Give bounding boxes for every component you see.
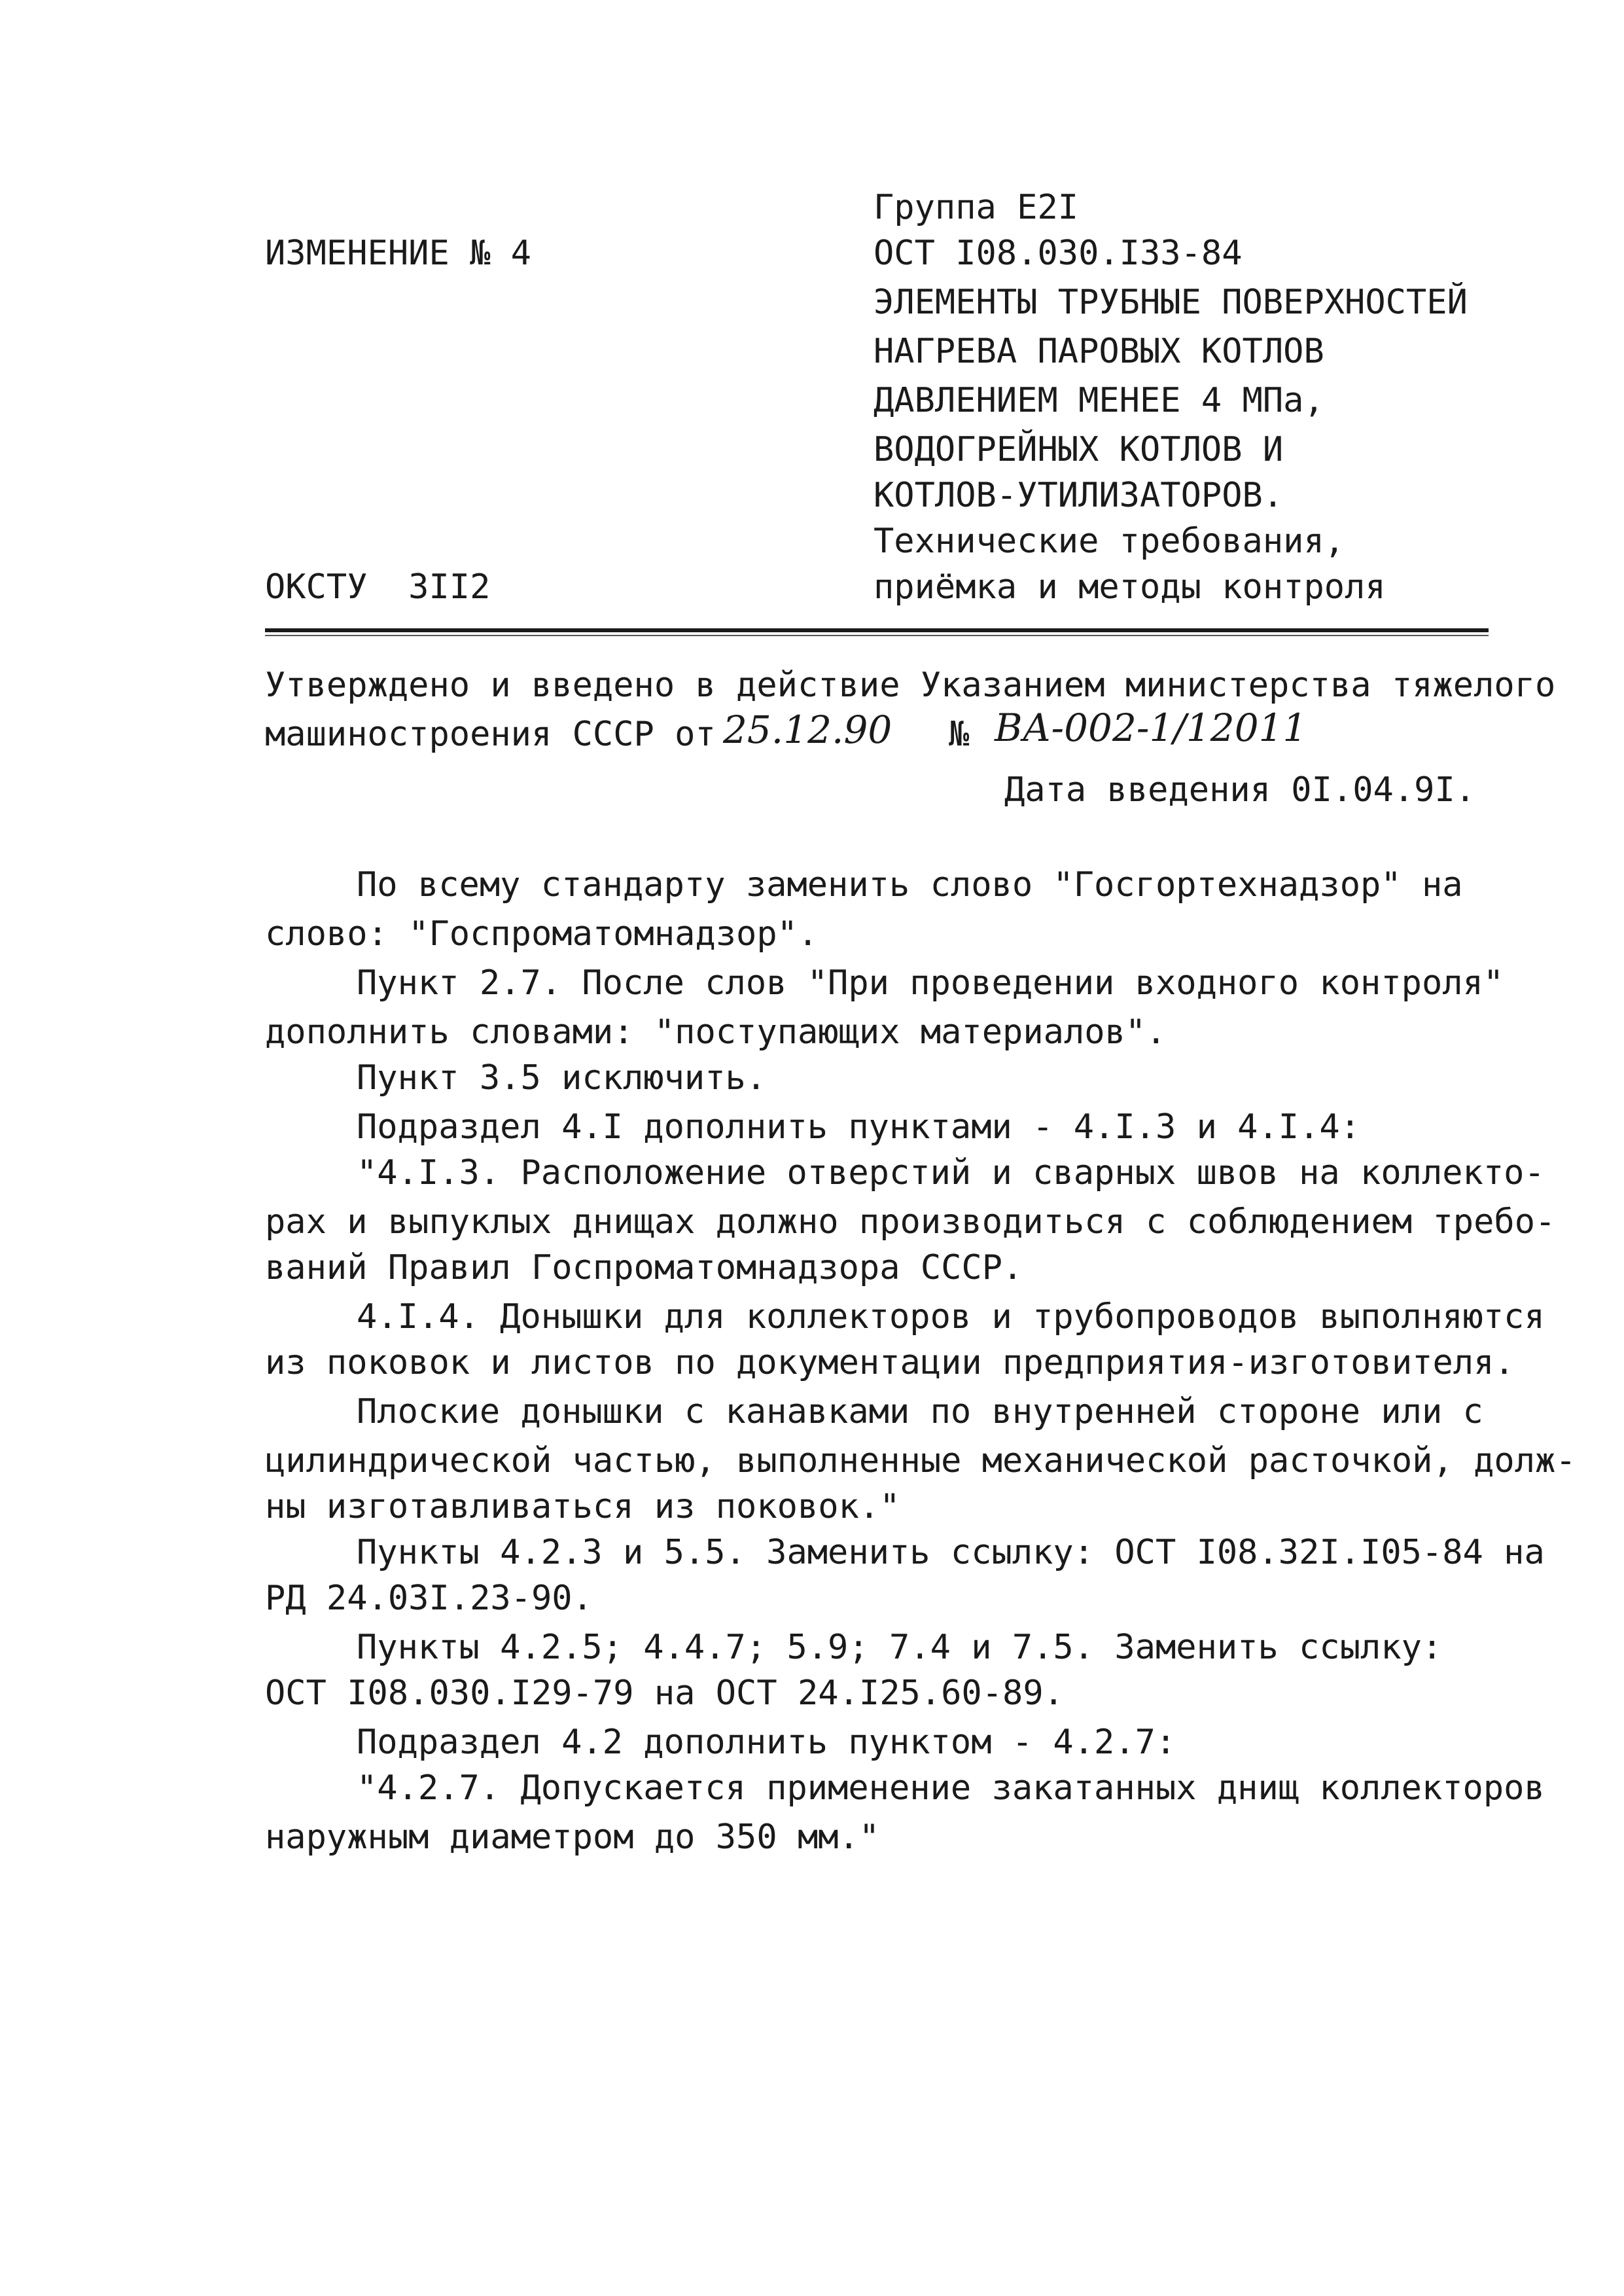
title-line-1: ЭЛЕМЕНТЫ ТРУБНЫЕ ПОВЕРХНОСТЕЙ [874,283,1468,322]
approval-line-2-prefix: машиностроения СССР от [265,715,716,754]
header-divider [265,628,1489,632]
body-line: Пункт 2.7. После слов "При проведении входного контроля" [357,963,1504,1003]
title-line-7: приёмка и методы контроля [874,567,1386,607]
title-line-5: КОТЛОВ-УТИЛИЗАТОРОВ. [874,476,1284,515]
body-line: Пункт 3.5 исключить. [357,1058,767,1098]
body-line: По всему стандарту заменить слово "Госгортехнадзор" на [357,865,1463,905]
body-line: Пункты 4.2.5; 4.4.7; 5.9; 7.4 и 7.5. Заменить ссылку: [357,1628,1443,1667]
body-line: ны изготавливаться из поковок." [265,1487,900,1526]
body-line: Подраздел 4.I дополнить пунктами - 4.I.3 и 4.I.4: [357,1107,1361,1147]
body-line: ваний Правил Госпроматомнадзора СССР. [265,1248,1023,1287]
body-line: Плоские донышки с канавками по внутренней стороне или с [357,1392,1483,1431]
title-line-3: ДАВЛЕНИЕМ МЕНЕЕ 4 МПа, [874,381,1324,420]
approval-number-sign: № [949,715,970,754]
okstu-code: ОКСТУ 3II2 [265,567,491,607]
body-line: РД 24.03I.23-90. [265,1579,593,1618]
body-line: "4.I.3. Расположение отверстий и сварных швов на коллекто- [357,1153,1545,1193]
approval-line-1: Утверждено и введено в действие Указанием министерства тяжелого [265,666,1556,705]
body-line: Пункты 4.2.3 и 5.5. Заменить ссылку: ОСТ I08.32I.I05-84 на [357,1533,1545,1572]
body-line: из поковок и листов по документации предприятия-изготовителя. [265,1343,1515,1382]
body-line: 4.I.4. Донышки для коллекторов и трубопроводов выполняются [357,1297,1545,1336]
change-label: ИЗМЕНЕНИЕ № 4 [265,234,531,273]
body-line: наружным диаметром до 350 мм." [265,1818,880,1857]
approval-date-handwritten: 25.12.90 [723,708,892,752]
title-line-4: ВОДОГРЕЙНЫХ КОТЛОВ И [874,430,1284,469]
title-line-6: Технические требования, [874,522,1345,561]
body-line: ОСТ I08.030.I29-79 на ОСТ 24.I25.60-89. [265,1674,1064,1713]
body-line: дополнить словами: "поступающих материалов". [265,1013,1167,1052]
introduction-date: Дата введения 0I.04.9I. [1004,770,1476,810]
body-line: рах и выпуклых днищах должно производиться с соблюдением требо- [265,1202,1556,1242]
body-line: Подраздел 4.2 дополнить пунктом - 4.2.7: [357,1723,1176,1762]
approval-number-handwritten: ВА-002-1/12011 [995,706,1307,750]
ost-number: ОСТ I08.030.I33-84 [874,234,1243,273]
body-line: "4.2.7. Допускается применение закатанных днищ коллекторов [357,1768,1545,1808]
body-line: слово: "Госпроматомнадзор". [265,914,819,954]
body-line: цилиндрической частью, выполненные механической расточкой, долж- [265,1441,1576,1480]
group-label: Группа Е2I [874,188,1079,227]
title-line-2: НАГРЕВА ПАРОВЫХ КОТЛОВ [874,332,1324,371]
